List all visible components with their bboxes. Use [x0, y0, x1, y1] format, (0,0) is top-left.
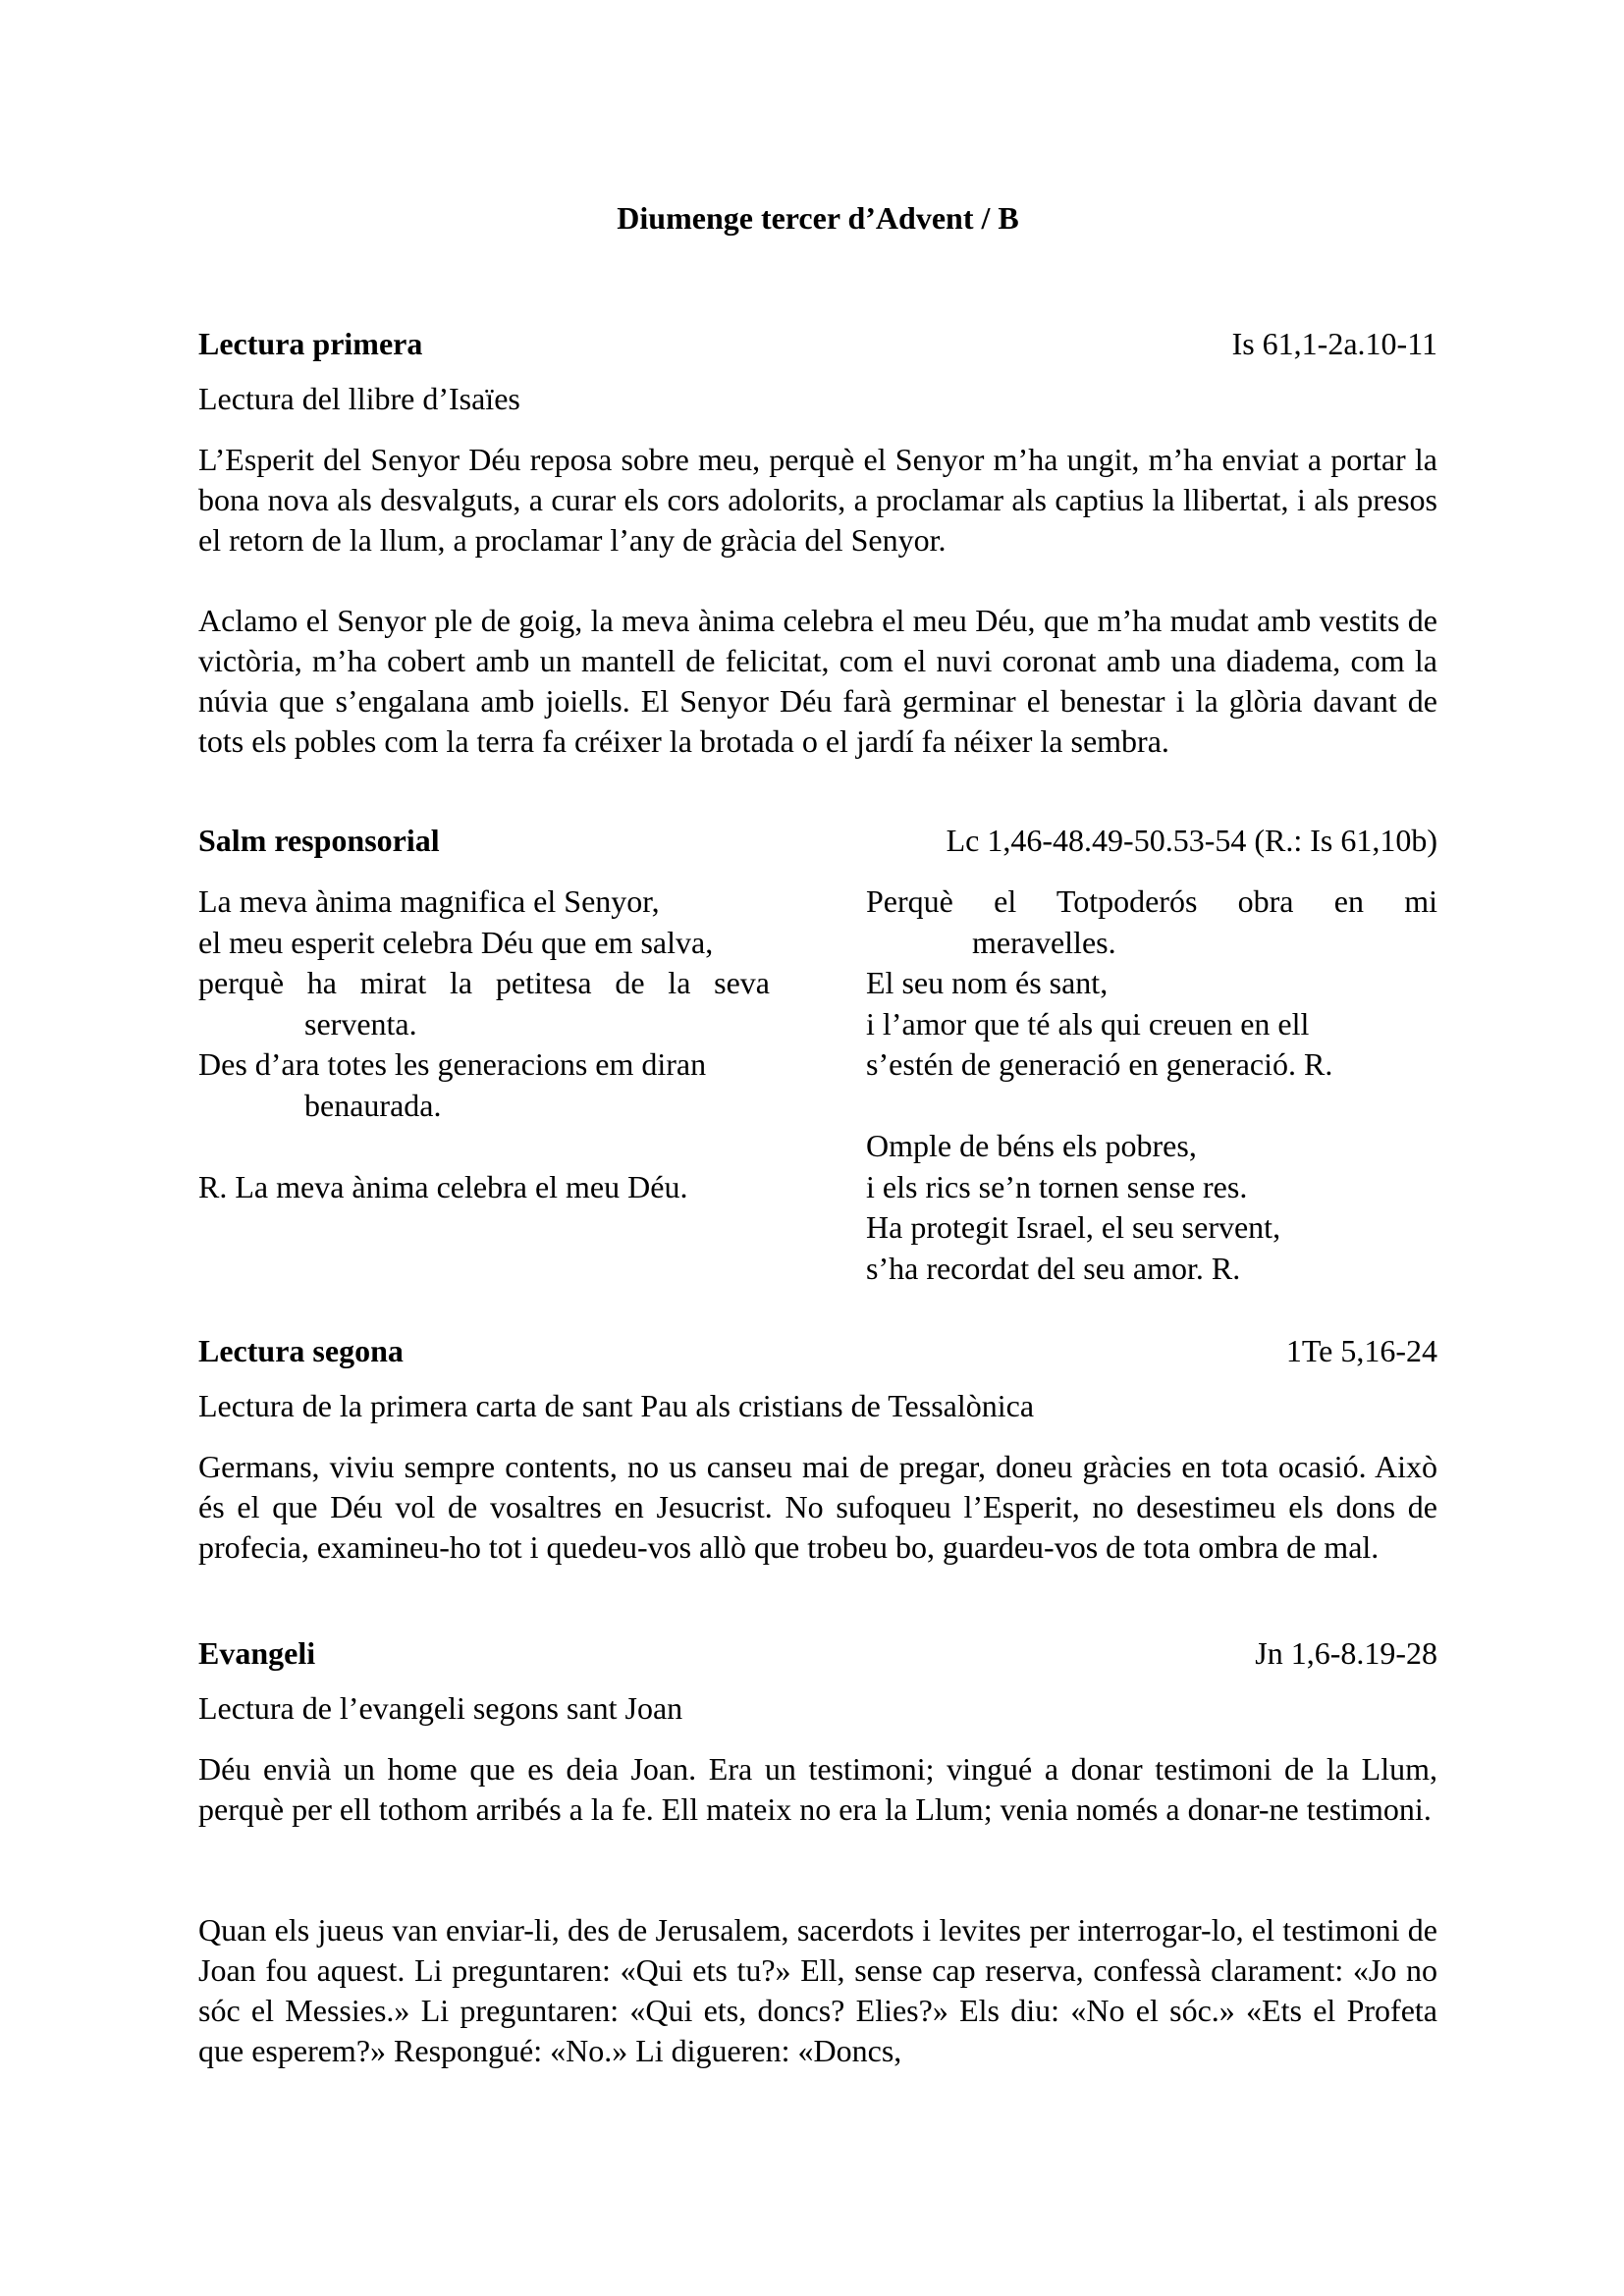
- psalm-verse-line: s’ha recordat del seu amor. R.: [866, 1250, 1241, 1286]
- psalm-verse-continuation: meravelles.: [972, 924, 1116, 960]
- reading-paragraph: L’Esperit del Senyor Déu reposa sobre meu, perquè el Senyor m’ha ungit, m’ha enviat a portar la bona nova als desvalguts, a curar els cors adolorits, a proclamar als captius la llibertat, i als presos el retorn de la llum, a proclamar l’any de gràcia del Senyor.: [198, 442, 1437, 558]
- stanza-gap: [866, 1086, 1437, 1127]
- reading-intro: Lectura de l’evangeli segons sant Joan: [198, 1690, 683, 1726]
- psalm-verse-line: i els rics se’n tornen sense res.: [866, 1168, 1248, 1204]
- psalm-verse-line: Des d’ara totes les generacions em diran: [198, 1046, 707, 1082]
- second-reading-header: [198, 1331, 1437, 1370]
- psalm-verse-line: La meva ànima magnifica el Senyor,: [198, 883, 660, 919]
- scripture-reference: 1Te 5,16-24: [1285, 1333, 1437, 1368]
- reading-paragraph: Germans, viviu sempre contents, no us canseu mai de pregar, doneu gràcies en tota ocasió. Això és el que Déu vol de vosaltres en Jesucrist. No sufoqueu l’Esperit, no desestimeu els dons de profecia, examineu-ho tot i quedeu-vos allò que trobeu bo, guardeu-vos de tota ombra de mal.: [198, 1449, 1437, 1565]
- page-title: Diumenge tercer d’Advent / B: [617, 200, 1019, 236]
- psalm-verse-continuation: benaurada.: [304, 1087, 442, 1123]
- psalm-verse-line: perquè ha mirat la petitesa de la seva: [198, 965, 770, 1000]
- section-heading: Lectura primera: [198, 326, 423, 361]
- first-reading-header: [198, 324, 1437, 363]
- psalm-verse-line: Perquè el Totpoderós obra en mi: [866, 883, 1437, 919]
- reading-intro: Lectura de la primera carta de sant Pau als cristians de Tessalònica: [198, 1388, 1035, 1423]
- psalm-left-column: [198, 881, 770, 1207]
- psalm-verse-line: i l’amor que té als qui creuen en ell: [866, 1005, 1310, 1041]
- section-heading: Lectura segona: [198, 1333, 404, 1368]
- gospel-header: [198, 1633, 1437, 1673]
- scripture-reference: Lc 1,46-48.49-50.53-54 (R.: Is 61,10b): [946, 823, 1437, 858]
- reading-paragraph: Aclamo el Senyor ple de goig, la meva ànima celebra el meu Déu, que m’ha mudat amb vestits de victòria, m’ha cobert amb un mantell de felicitat, com el nuvi coronat amb una diadema, com la núvia que s’engalana amb joiells. El Senyor Déu farà germinar el benestar i la glòria davant de tots els pobles com la terra fa créixer la brotada o el jardí fa néixer la sembra.: [198, 603, 1437, 759]
- psalm-verse-continuation: serventa.: [304, 1005, 417, 1041]
- psalm-response: R. La meva ànima celebra el meu Déu.: [198, 1168, 688, 1204]
- psalm-verse-line: s’estén de generació en generació. R.: [866, 1046, 1333, 1082]
- psalm-verse-line: El seu nom és sant,: [866, 965, 1109, 1000]
- scripture-reference: Is 61,1-2a.10-11: [1231, 326, 1437, 361]
- psalm-verse-line: Ha protegit Israel, el seu servent,: [866, 1209, 1281, 1245]
- psalm-verse-line: el meu esperit celebra Déu que em salva,: [198, 924, 714, 960]
- reading-intro: Lectura del llibre d’Isaïes: [198, 381, 520, 416]
- section-heading: Salm responsorial: [198, 823, 440, 858]
- scripture-reference: Jn 1,6-8.19-28: [1255, 1635, 1437, 1671]
- psalm-right-column: [866, 881, 1437, 1289]
- reading-paragraph: Quan els jueus van enviar-li, des de Jerusalem, sacerdots i levites per interrogar-lo, el testimoni de Joan fou aquest. Li preguntaren: «Qui ets tu?» Ell, sense cap reserva, confessà clarament: «Jo no sóc el Messies.» Li preguntaren: «Qui ets, doncs? Elies?» Els diu: «No el sóc.» «Ets el Profeta que esperem?» Respongué: «No.» Li digueren: «Doncs,: [198, 1912, 1437, 2068]
- stanza-gap: [198, 1126, 770, 1167]
- reading-paragraph: Déu envià un home que es deia Joan. Era un testimoni; vingué a donar testimoni de la Llum, perquè per ell tothom arribés a la fe. Ell mateix no era la Llum; venia només a donar-ne testimoni.: [198, 1751, 1437, 1827]
- psalm-verse-line: Omple de béns els pobres,: [866, 1128, 1197, 1163]
- section-heading: Evangeli: [198, 1635, 316, 1671]
- psalm-header: [198, 821, 1437, 860]
